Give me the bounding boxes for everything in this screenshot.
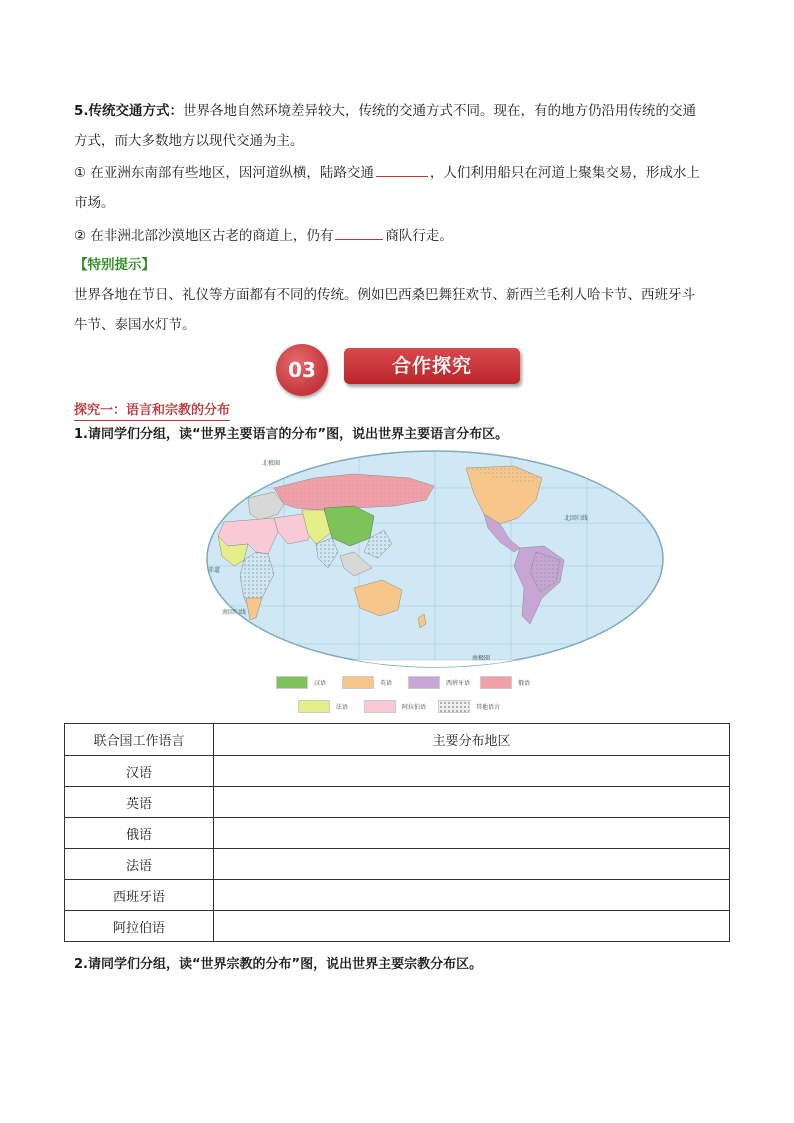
legend-swatch-arabic	[364, 700, 396, 713]
item1-text-a: ① 在亚洲东南部有些地区，因河道纵横，陆路交通	[74, 165, 374, 181]
row-language-french: 法语	[65, 849, 214, 880]
legend-swatch-french	[298, 700, 330, 713]
answer-cell-chinese[interactable]	[214, 756, 730, 787]
table-row	[65, 818, 730, 849]
header-language: 联合国工作语言	[65, 724, 214, 756]
legend-label-english: 英语	[380, 680, 393, 687]
row-language-arabic: 阿拉伯语	[65, 911, 214, 942]
legend-label-french: 法语	[336, 704, 349, 711]
legend-item-english	[342, 676, 392, 689]
section5-paragraph	[74, 96, 734, 156]
item1-text-b: ，人们利用船只在河道上聚集交易，形成水上	[429, 165, 700, 181]
legend-item-russian	[480, 676, 530, 689]
table-row	[65, 787, 730, 818]
legend-label-spanish: 西班牙语	[446, 680, 471, 687]
item2-text-b: 商队行走。	[385, 228, 453, 244]
answer-cell-russian[interactable]	[214, 818, 730, 849]
hint-block	[74, 250, 734, 340]
map-legend	[276, 676, 536, 716]
section5-heading: 5.传统交通方式：	[74, 103, 184, 119]
label-arctic-circle: 北极圈	[262, 460, 281, 467]
legend-label-arabic: 阿拉伯语	[402, 704, 427, 711]
answer-cell-arabic[interactable]	[214, 911, 730, 942]
label-equator: 赤道	[208, 567, 221, 574]
row-language-english: 英语	[65, 787, 214, 818]
legend-swatch-chinese	[276, 676, 308, 689]
section-banner	[276, 344, 522, 398]
fill-blank-1[interactable]	[376, 162, 428, 177]
legend-swatch-spanish	[408, 676, 440, 689]
banner-number: 03	[276, 344, 328, 396]
legend-swatch-russian	[480, 676, 512, 689]
label-tropic-capricorn: 南回归线	[222, 609, 247, 616]
label-antarctic-circle: 南极圈	[472, 655, 491, 662]
header-distribution: 主要分布地区	[214, 724, 730, 756]
table-row	[65, 880, 730, 911]
label-tropic-cancer: 北回归线	[564, 515, 589, 522]
fill-blank-2[interactable]	[335, 225, 383, 240]
answer-cell-spanish[interactable]	[214, 880, 730, 911]
explore1-question: 1.请同学们分组，读“世界主要语言的分布”图，说出世界主要语言分布区。	[74, 427, 509, 442]
table-row	[65, 911, 730, 942]
row-language-chinese: 汉语	[65, 756, 214, 787]
legend-label-other: 其他语言	[476, 704, 501, 711]
banner-title: 合作探究	[344, 348, 520, 384]
legend-item-chinese	[276, 676, 326, 689]
legend-item-french	[298, 700, 348, 713]
table-header-row	[65, 724, 730, 756]
hint-line2: 牛节、泰国水灯节。	[74, 317, 196, 333]
table-row	[65, 756, 730, 787]
un-languages-table	[64, 723, 730, 942]
legend-swatch-english	[342, 676, 374, 689]
hint-label: 【特别提示】	[74, 257, 155, 273]
legend-item-arabic	[364, 700, 426, 713]
legend-label-chinese: 汉语	[314, 680, 327, 687]
section5-text-line1: 世界各地自然环境差异较大，传统的交通方式不同。现在，有的地方仍沿用传统的交通	[183, 103, 697, 119]
legend-item-other	[438, 700, 500, 713]
hint-line1: 世界各地在节日、礼仪等方面都有不同的传统。例如巴西桑巴舞狂欢节、新西兰毛利人哈卡节、西班牙斗	[74, 287, 695, 303]
row-language-spanish: 西班牙语	[65, 880, 214, 911]
item2-text-a: ② 在非洲北部沙漠地区古老的商道上，仍有	[74, 228, 334, 244]
item1-paragraph	[74, 158, 734, 218]
answer-cell-french[interactable]	[214, 849, 730, 880]
world-language-map	[204, 448, 666, 670]
antarctica-shape	[234, 660, 634, 670]
question2-text: 2.请同学们分组，读“世界宗教的分布”图，说出世界主要宗教分布区。	[74, 957, 483, 972]
section5-text-line2: 方式，而大多数地方以现代交通为主。	[74, 133, 304, 149]
item2-paragraph	[74, 221, 734, 251]
row-language-russian: 俄语	[65, 818, 214, 849]
legend-item-spanish	[408, 676, 470, 689]
answer-cell-english[interactable]	[214, 787, 730, 818]
table-row	[65, 849, 730, 880]
explore1-title: 探究一：语言和宗教的分布	[74, 402, 230, 421]
item1-text-c: 市场。	[74, 195, 115, 211]
legend-swatch-other	[438, 700, 470, 713]
legend-label-russian: 俄语	[518, 680, 531, 687]
